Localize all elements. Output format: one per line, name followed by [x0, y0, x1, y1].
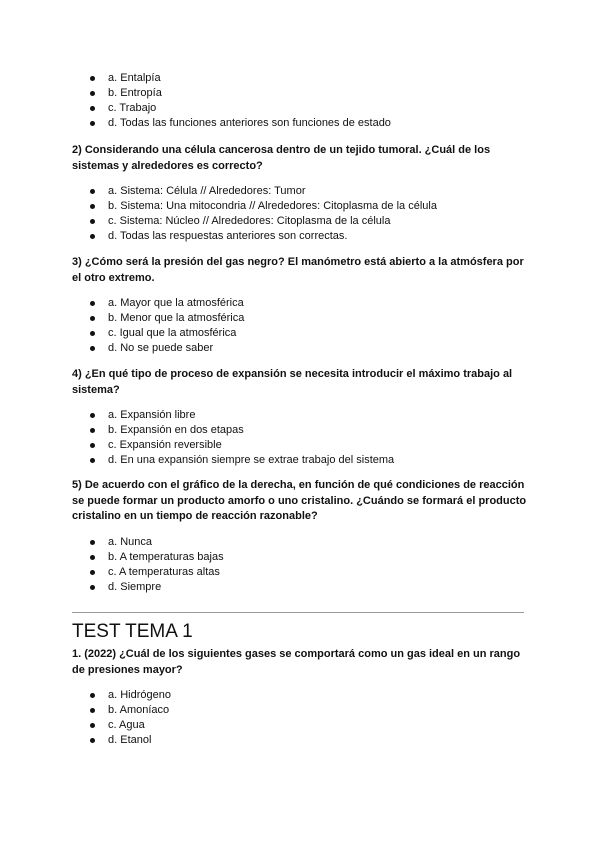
- bullet-icon: [90, 91, 95, 96]
- q3-option-d: d. No se puede saber: [108, 342, 214, 354]
- section-title: TEST TEMA 1: [72, 621, 193, 642]
- q3-option-c: c. Igual que la atmosférica: [108, 327, 237, 339]
- q4-option-a: a. Expansión libre: [108, 409, 196, 421]
- bullet-icon: [90, 555, 95, 560]
- bullet-icon: [90, 458, 95, 463]
- q2-option-c: c. Sistema: Núcleo // Alrededores: Citoplasma de la célula: [108, 215, 391, 227]
- q4-option-d: d. En una expansión siempre se extrae trabajo del sistema: [108, 454, 395, 466]
- t1q1-option-d: d. Etanol: [108, 734, 152, 746]
- q5-text: 5) De acuerdo con el gráfico de la derecha, en función de qué condiciones de reacción se puede formar un producto amorfo o uno cristalino. ¿Cuándo se formará el producto cristalino en un tiempo de reacción razonable?: [72, 479, 527, 522]
- bullet-icon: [90, 234, 95, 239]
- bullet-icon: [90, 540, 95, 545]
- bullet-icon: [90, 585, 95, 590]
- t1q1-text: 1. (2022) ¿Cuál de los siguientes gases se comportará como un gas ideal en un rango de presiones mayor?: [72, 648, 521, 676]
- q1-option-c: c. Trabajo: [108, 102, 157, 114]
- bullet-icon: [90, 346, 95, 351]
- t1q1-option-a: a. Hidrógeno: [108, 689, 171, 701]
- section-divider: [72, 612, 524, 613]
- bullet-icon: [90, 219, 95, 224]
- bullet-icon: [90, 413, 95, 418]
- bullet-icon: [90, 693, 95, 698]
- bullet-icon: [90, 106, 95, 111]
- q1-option-d: d. Todas las funciones anteriores son funciones de estado: [108, 117, 391, 129]
- bullet-icon: [90, 738, 95, 743]
- t1q1-option-c: c. Agua: [108, 719, 145, 731]
- bullet-icon: [90, 189, 95, 194]
- bullet-icon: [90, 428, 95, 433]
- q5-option-d: d. Siempre: [108, 581, 162, 593]
- bullet-icon: [90, 301, 95, 306]
- q2-text: 2) Considerando una célula cancerosa dentro de un tejido tumoral. ¿Cuál de los sistemas y alrededores es correcto?: [72, 144, 491, 172]
- bullet-icon: [90, 121, 95, 126]
- bullet-icon: [90, 570, 95, 575]
- q4-option-c: c. Expansión reversible: [108, 439, 222, 451]
- bullet-icon: [90, 331, 95, 336]
- bullet-icon: [90, 708, 95, 713]
- q1-option-b: b. Entropía: [108, 87, 162, 99]
- q3-option-b: b. Menor que la atmosférica: [108, 312, 245, 324]
- t1q1-option-b: b. Amoníaco: [108, 704, 170, 716]
- q5-option-c: c. A temperaturas altas: [108, 566, 220, 578]
- q5-option-a: a. Nunca: [108, 536, 153, 548]
- q2-option-a: a. Sistema: Célula // Alrededores: Tumor: [108, 185, 306, 197]
- q1-option-a: a. Entalpía: [108, 72, 161, 84]
- bullet-icon: [90, 723, 95, 728]
- q2-option-b: b. Sistema: Una mitocondria // Alrededores: Citoplasma de la célula: [108, 200, 437, 212]
- q3-text: 3) ¿Cómo será la presión del gas negro? El manómetro está abierto a la atmósfera por el otro extremo.: [72, 256, 524, 284]
- q4-text: 4) ¿En qué tipo de proceso de expansión se necesita introducir el máximo trabajo al sistema?: [72, 368, 513, 396]
- q3-option-a: a. Mayor que la atmosférica: [108, 297, 244, 309]
- bullet-icon: [90, 204, 95, 209]
- bullet-icon: [90, 443, 95, 448]
- q2-option-d: d. Todas las respuestas anteriores son correctas.: [108, 230, 348, 242]
- bullet-icon: [90, 76, 95, 81]
- q4-option-b: b. Expansión en dos etapas: [108, 424, 244, 436]
- bullet-icon: [90, 316, 95, 321]
- q5-option-b: b. A temperaturas bajas: [108, 551, 224, 563]
